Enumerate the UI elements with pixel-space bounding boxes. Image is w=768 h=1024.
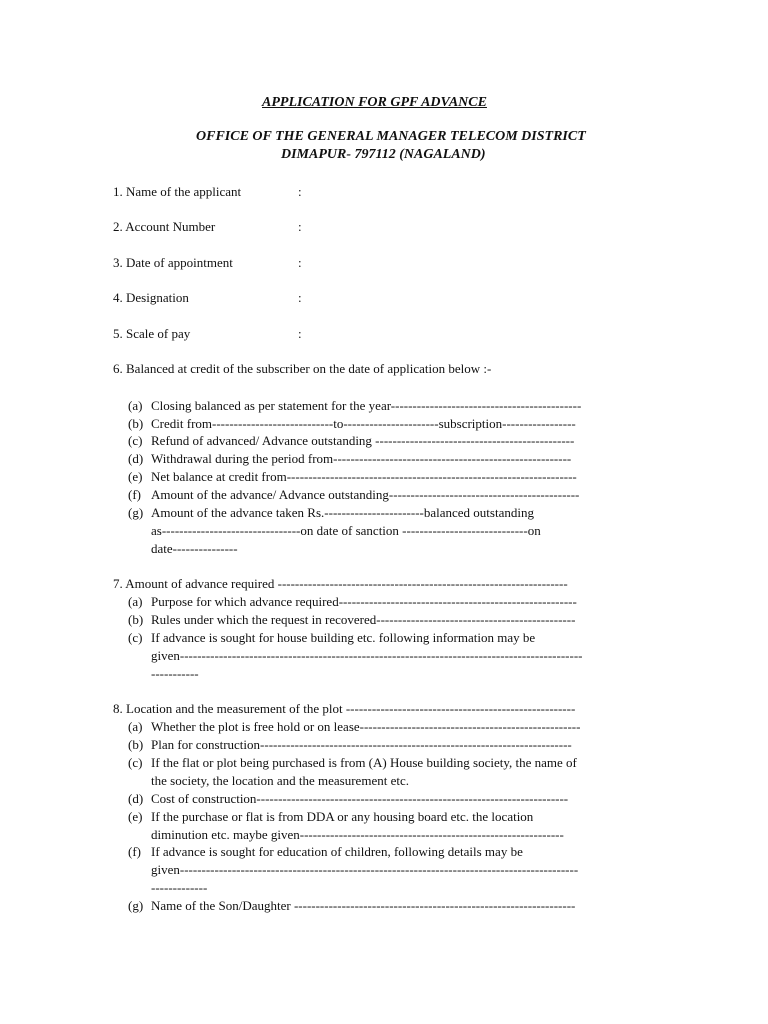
field-colon: : [298, 326, 302, 341]
item6-heading: 6. Balanced at credit of the subscriber on the date of application below :- [113, 361, 492, 376]
item8-line: ------------- [151, 880, 208, 895]
item8-marker: (a) [128, 719, 143, 734]
item7-line: Purpose for which advance required------------------------------------------------------- [151, 594, 577, 609]
item6-line: Closing balanced as per statement for the year-------------------------------------------- [151, 398, 582, 413]
field-label-designation: 4. Designation [113, 290, 189, 305]
field-colon: : [298, 184, 302, 199]
field-label-appointment: 3. Date of appointment [113, 255, 233, 270]
item6-line: Net balance at credit from------------------------------------------------------------------- [151, 469, 577, 484]
field-colon: : [298, 255, 302, 270]
item8-marker: (g) [128, 898, 144, 913]
item6-line: date--------------- [151, 541, 238, 556]
office-line-1: OFFICE OF THE GENERAL MANAGER TELECOM DISTRICT [196, 129, 586, 144]
item8-marker: (b) [128, 737, 144, 752]
item8-line: If advance is sought for education of children, following details may be [151, 844, 523, 859]
item8-marker: (f) [128, 844, 141, 859]
item8-line: If the purchase or flat is from DDA or any housing board etc. the location [151, 809, 534, 824]
item6-line: Credit from----------------------------to----------------------subscription----------------- [151, 416, 576, 431]
item6-marker: (c) [128, 433, 143, 448]
item7-line: If advance is sought for house building etc. following information may be [151, 630, 536, 645]
item8-line: Name of the Son/Daughter ----------------------------------------------------------------- [151, 898, 576, 913]
item8-line: Whether the plot is free hold or on lease--------------------------------------------------- [151, 719, 581, 734]
item6-line: Amount of the advance taken Rs.-----------------------balanced outstanding [151, 505, 534, 520]
item8-line: Plan for construction------------------------------------------------------------------------ [151, 737, 572, 752]
item8-line: If the flat or plot being purchased is from (A) House building society, the name of [151, 755, 577, 770]
field-label-name: 1. Name of the applicant [113, 184, 242, 199]
item7-marker: (c) [128, 630, 143, 645]
item6-marker: (f) [128, 487, 141, 502]
field-label-scale-of-pay: 5. Scale of pay [113, 326, 191, 341]
item6-marker: (a) [128, 398, 143, 413]
field-colon: : [298, 219, 302, 234]
item8-heading: 8. Location and the measurement of the plot ----------------------------------------------------- [113, 701, 576, 716]
item7-heading: 7. Amount of advance required ------------------------------------------------------------------- [113, 576, 568, 591]
item6-line: Amount of the advance/ Advance outstanding-------------------------------------------- [151, 487, 580, 502]
item8-marker: (d) [128, 791, 144, 806]
item7-marker: (b) [128, 612, 144, 627]
item6-marker: (d) [128, 451, 144, 466]
item7-line: ----------- [151, 666, 199, 681]
item8-marker: (e) [128, 809, 143, 824]
form-title: APPLICATION FOR GPF ADVANCE [262, 95, 487, 110]
office-line-2: DIMAPUR- 797112 (NAGALAND) [281, 147, 486, 162]
item8-line: given-------------------------------------------------------------------------------------------- [151, 862, 579, 877]
item6-line: as--------------------------------on date of sanction -----------------------------on [151, 523, 541, 538]
item6-marker: (b) [128, 416, 144, 431]
item8-line: Cost of construction------------------------------------------------------------------------ [151, 791, 569, 806]
item7-marker: (a) [128, 594, 143, 609]
field-colon: : [298, 290, 302, 305]
field-label-account: 2. Account Number [113, 219, 216, 234]
item7-line: given--------------------------------------------------------------------------------------------- [151, 648, 583, 663]
item6-marker: (e) [128, 469, 143, 484]
item6-marker: (g) [128, 505, 144, 520]
item7-line: Rules under which the request in recovered---------------------------------------------- [151, 612, 576, 627]
item6-line: Withdrawal during the period from------------------------------------------------------- [151, 451, 572, 466]
item8-marker: (c) [128, 755, 143, 770]
item6-line: Refund of advanced/ Advance outstanding ---------------------------------------------- [151, 433, 575, 448]
item8-line: diminution etc. maybe given------------------------------------------------------------- [151, 827, 564, 842]
item8-line: the society, the location and the measurement etc. [151, 773, 409, 788]
